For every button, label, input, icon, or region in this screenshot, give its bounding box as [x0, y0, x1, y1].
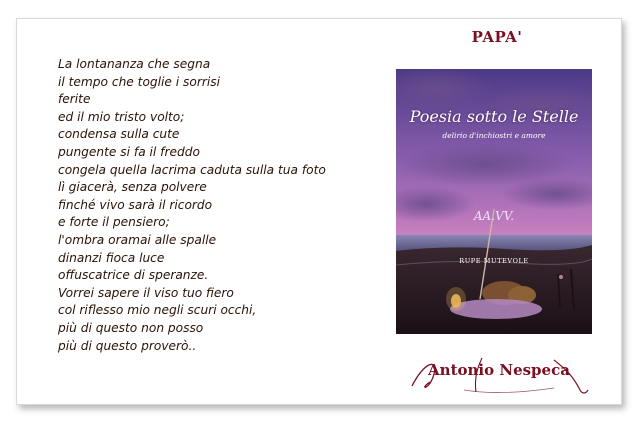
poem-line: più di questo proverò.. — [58, 338, 197, 353]
poem-line: ed il mio tristo volto; — [58, 109, 185, 124]
cover-title: Poesia sotto le Stelle — [409, 107, 579, 126]
book-cover-image — [396, 69, 592, 334]
author-name: Antonio Nespeca — [428, 361, 570, 379]
cover-subtitle: delirio d'inchiostri e amore — [442, 131, 546, 140]
poem-line: pungente si fa il freddo — [58, 144, 200, 159]
poem-line: lì giacerà, senza polvere — [58, 180, 207, 195]
poem-line: dinanzi fioca luce — [58, 250, 165, 265]
poem-line: offuscatrice di speranze. — [58, 268, 209, 283]
poem-line: l'ombra oramai alle spalle — [58, 232, 217, 247]
poem-line: condensa sulla cute — [58, 127, 180, 142]
poem-line: più di questo non posso — [58, 320, 204, 335]
poem-line: il tempo che toglie i sorrisi — [58, 74, 220, 89]
poem-title: PAPA' — [471, 28, 523, 46]
poem-line: finché vivo sarà il ricordo — [58, 197, 213, 212]
poem-line: Vorrei sapere il viso tuo fiero — [58, 285, 234, 300]
poem-line: e forte il pensiero; — [58, 215, 170, 230]
cover-publisher: RUPE MUTEVOLE — [459, 257, 529, 265]
poem-text — [58, 56, 358, 355]
cover-authors: AA.VV. — [473, 209, 515, 223]
poem-line: col riflesso mio negli scuri occhi, — [58, 303, 257, 318]
poem-line: ferite — [58, 92, 91, 107]
poem-line: La lontananza che segna — [58, 57, 211, 71]
poem-line: congela quella lacrima caduta sulla tua foto — [58, 162, 326, 177]
